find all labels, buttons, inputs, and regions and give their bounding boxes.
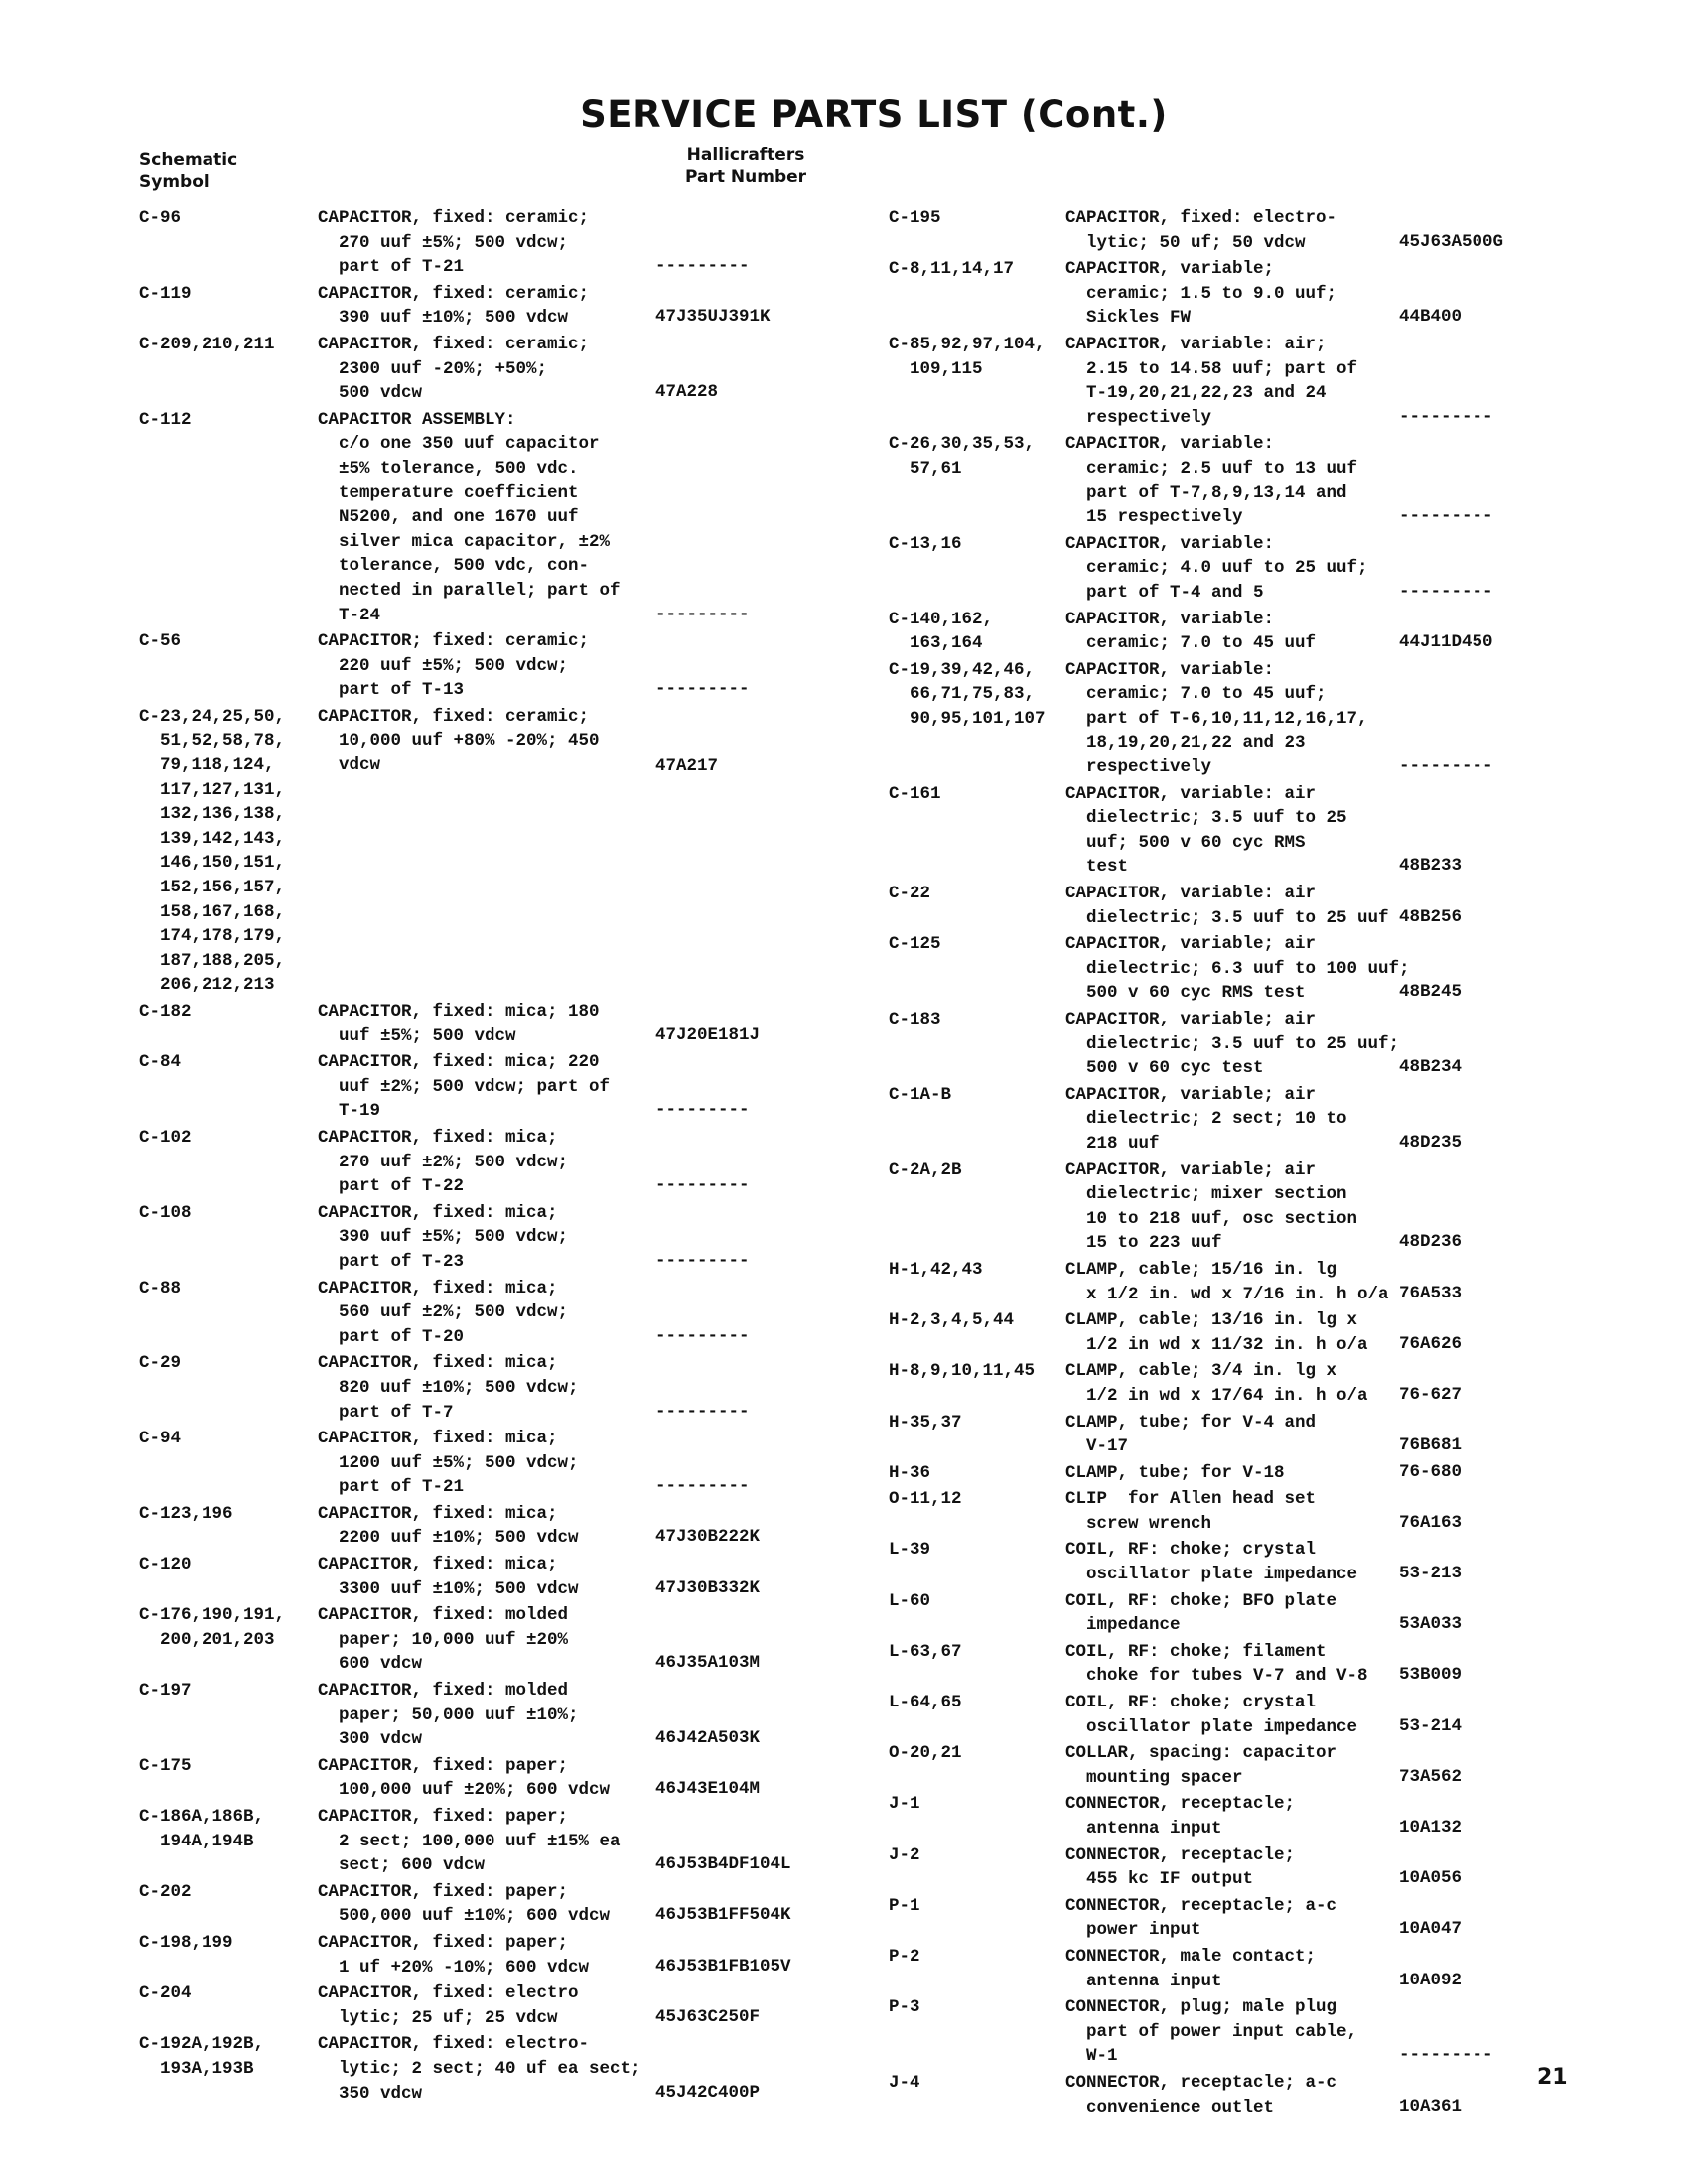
part-description: CAPACITOR, fixed: molded paper; 10,000 uuf ±20% 600 vdcw: [318, 1605, 569, 1675]
parts-list-entry: [889, 1081, 1530, 1157]
part-description: CAPACITOR, fixed: ceramic; 390 uuf ±10%; 500 vdcw: [318, 283, 590, 329]
part-description: CLAMP, tube; for V-18: [1065, 1462, 1285, 1483]
parts-list-entry: [139, 1500, 824, 1551]
parts-list-entry: [139, 280, 824, 331]
schematic-symbol: C-198,199: [139, 1932, 233, 1953]
part-number: 45J63C250F: [655, 2006, 761, 2027]
parts-list-entry: [889, 1943, 1530, 1993]
schematic-symbol: C-202: [139, 1881, 192, 1902]
part-number: ---------: [655, 1175, 750, 1196]
parts-list-entry: [889, 1689, 1530, 1739]
schematic-symbol: C-186A,186B, 194A,194B: [139, 1807, 265, 1851]
part-number: ---------: [1399, 506, 1493, 527]
schematic-symbol: C-192A,192B, 193A,193B: [139, 2034, 265, 2079]
parts-list-entry: [889, 1892, 1530, 1943]
part-number: 48D235: [1399, 1132, 1463, 1153]
part-description: CAPACITOR, variable; air dielectric; 3.5 uuf to 25 uuf; 500 v 60 cyc test: [1065, 1010, 1400, 1079]
parts-list-entry: [889, 255, 1530, 331]
schematic-symbol: C-176,190,191, 200,201,203: [139, 1605, 286, 1650]
parts-list-entry: [889, 1536, 1530, 1586]
part-number: 10A092: [1399, 1970, 1463, 1990]
schematic-symbol: L-64,65: [889, 1693, 962, 1713]
part-description: CAPACITOR, fixed: paper; 100,000 uuf ±20%; 600 vdcw: [318, 1755, 611, 1801]
part-number: 76-627: [1399, 1384, 1463, 1405]
schematic-symbol: P-2: [889, 1946, 920, 1967]
schematic-symbol: C-2A,2B: [889, 1160, 962, 1180]
part-number: 76B681: [1399, 1435, 1463, 1456]
part-description: CONNECTOR, plug; male plug part of power input cable, W-1: [1065, 1997, 1358, 2067]
parts-list-entry: [889, 430, 1530, 529]
part-number: 46J42A503K: [655, 1728, 761, 1749]
part-description: CAPACITOR, fixed: paper; 1 uf +20% -10%; 600 vdcw: [318, 1932, 590, 1978]
part-description: CAPACITOR, fixed: mica; 1200 uuf ±5%; 500 vdcw; part of T-21: [318, 1429, 579, 1498]
schematic-symbol: C-23,24,25,50, 51,52,58,78, 79,118,124, 117,127,131, 132,136,138, 139,142,143, 146,150,151, 152,156,157, 158,167,168, 174,178,179, 187,188,205, 206,212,213: [139, 706, 286, 996]
part-description: CAPACITOR, variable: ceramic; 4.0 uuf to 25 uuf; part of T-4 and 5: [1065, 533, 1368, 603]
part-description: CAPACITOR, fixed: mica; 390 uuf ±5%; 500 vdcw; part of T-23: [318, 1202, 569, 1272]
part-number: 48B234: [1399, 1057, 1463, 1078]
part-description: CONNECTOR, receptacle; a-c power input: [1065, 1895, 1337, 1941]
part-number: 48B233: [1399, 856, 1463, 877]
part-number: ---------: [1399, 581, 1493, 602]
schematic-symbol: C-161: [889, 783, 941, 804]
part-description: CAPACITOR ASSEMBLY: c/o one 350 uuf capacitor ±5% tolerance, 500 vdc. temperature coefficient N5200, and one 1670 uuf silver mica capacitor, ±2% tolerance, 500 vdc, con- nected in parallel; part of T-24: [318, 409, 621, 625]
schematic-symbol: H-2,3,4,5,44: [889, 1310, 1015, 1331]
parts-list-entry: [139, 1979, 824, 2030]
part-description: CAPACITOR, variable; air dielectric; mixer section 10 to 218 uuf, osc section 15 to 223 uuf: [1065, 1160, 1358, 1254]
schematic-symbol: C-125: [889, 934, 941, 955]
schematic-symbol: J-4: [889, 2072, 920, 2093]
right-parts-column: [889, 205, 1530, 2119]
part-number-header: Hallicrafters Part Number: [685, 145, 807, 187]
part-number: ---------: [655, 679, 750, 700]
schematic-symbol: L-60: [889, 1590, 931, 1611]
part-description: CAPACITOR, variable; air dielectric; 2 sect; 10 to 218 uuf: [1065, 1084, 1347, 1154]
schematic-symbol: C-140,162, 163,164: [889, 609, 994, 654]
parts-list-entry: [889, 205, 1530, 255]
part-description: CAPACITOR, variable: ceramic; 2.5 uuf to 13 uuf part of T-7,8,9,13,14 and 15 respectively: [1065, 434, 1358, 528]
schematic-symbol: H-35,37: [889, 1412, 962, 1433]
part-number: 53A033: [1399, 1614, 1463, 1635]
parts-list-entry: [139, 998, 824, 1048]
schematic-symbol: C-94: [139, 1429, 182, 1449]
part-number: 76A626: [1399, 1333, 1463, 1354]
schematic-symbol: C-183: [889, 1010, 941, 1029]
parts-list-entry: [889, 530, 1530, 606]
schematic-symbol: C-209,210,211: [139, 334, 275, 354]
parts-list-entry: [139, 627, 824, 703]
schematic-symbol: C-26,30,35,53, 57,61: [889, 434, 1036, 478]
part-description: CAPACITOR, variable; ceramic; 1.5 to 9.0 uuf; Sickles FW: [1065, 259, 1337, 329]
part-number: 47J35UJ391K: [655, 307, 771, 328]
part-number: 10A047: [1399, 1919, 1463, 1940]
parts-list-entry: [889, 880, 1530, 930]
parts-list-entry: [139, 331, 824, 406]
part-number: ---------: [655, 1401, 750, 1422]
schematic-symbol: C-108: [139, 1202, 192, 1223]
part-number: ---------: [1399, 756, 1493, 777]
part-description: CONNECTOR, receptacle; a-c convenience outlet: [1065, 2072, 1337, 2117]
part-description: CAPACITOR, fixed: mica; 180 uuf ±5%; 500 vdcw: [318, 1002, 600, 1046]
schematic-symbol: H-8,9,10,11,45: [889, 1361, 1036, 1382]
part-description: CAPACITOR, variable: air dielectric; 3.5 uuf to 25 uuf; 500 v 60 cyc RMS test: [1065, 783, 1347, 878]
schematic-symbol: P-1: [889, 1895, 920, 1916]
part-description: CAPACITOR, fixed: electro lytic; 25 uf; 25 vdcw: [318, 1983, 579, 2028]
part-description: CLAMP, cable; 13/16 in. lg x 1/2 in wd x 11/32 in. h o/a: [1065, 1310, 1368, 1355]
part-number: 53-213: [1399, 1564, 1463, 1584]
schematic-symbol: C-56: [139, 631, 182, 652]
parts-list-entry: [139, 1048, 824, 1124]
part-description: CAPACITOR, fixed: mica; 560 uuf ±2%; 500 vdcw; part of T-20: [318, 1278, 569, 1347]
parts-list-entry: [889, 1459, 1530, 1486]
parts-list-entry: [889, 2069, 1530, 2119]
part-number: 45J63A500G: [1399, 231, 1504, 252]
schematic-symbol: C-182: [139, 1002, 192, 1022]
schematic-symbol: C-119: [139, 283, 192, 304]
parts-list-entry: [889, 1842, 1530, 1892]
parts-list-entry: [139, 1124, 824, 1199]
parts-list-entry: [139, 406, 824, 627]
schematic-symbol: C-85,92,97,104, 109,115: [889, 334, 1046, 379]
part-number: ---------: [655, 1476, 750, 1497]
parts-list-entry: [139, 1677, 824, 1752]
parts-list-entry: [889, 1739, 1530, 1790]
schematic-symbol: C-175: [139, 1755, 192, 1776]
part-number: ---------: [655, 1100, 750, 1121]
part-number: 10A132: [1399, 1818, 1463, 1838]
schematic-symbol: J-1: [889, 1794, 920, 1815]
parts-list-entry: [889, 1357, 1530, 1408]
parts-list-entry: [889, 1409, 1530, 1459]
part-number: 46J35A103M: [655, 1653, 761, 1674]
parts-list-entry: [889, 1790, 1530, 1841]
schematic-symbol: C-22: [889, 884, 931, 904]
part-description: CAPACITOR; fixed: ceramic; 220 uuf ±5%; 500 vdcw; part of T-13: [318, 631, 590, 701]
schematic-symbol: C-84: [139, 1052, 182, 1073]
part-number: 10A361: [1399, 2096, 1463, 2116]
part-description: CAPACITOR, fixed: mica; 270 uuf ±2%; 500 vdcw; part of T-22: [318, 1127, 569, 1197]
part-description: CONNECTOR, receptacle; antenna input: [1065, 1794, 1296, 1839]
part-description: CAPACITOR, variable: ceramic; 7.0 to 45 uuf; part of T-6,10,11,12,16,17, 18,19,20,21,22 and 23 respectively: [1065, 659, 1368, 778]
part-number: 45J42C400P: [655, 2082, 761, 2103]
parts-list-entry: [139, 1551, 824, 1601]
parts-list-entry: [889, 1993, 1530, 2069]
left-parts-column: [139, 205, 824, 2106]
schematic-symbol: C-8,11,14,17: [889, 259, 1015, 280]
part-number: 76-680: [1399, 1461, 1463, 1482]
part-number: ---------: [1399, 2045, 1493, 2066]
schematic-symbol: H-36: [889, 1462, 931, 1483]
schematic-symbol: C-13,16: [889, 533, 962, 554]
parts-list-entry: [139, 1803, 824, 1878]
schematic-symbol: C-120: [139, 1555, 192, 1575]
part-description: CAPACITOR, fixed: ceramic; 270 uuf ±5%; 500 vdcw; part of T-21: [318, 208, 590, 278]
part-number: 10A056: [1399, 1868, 1463, 1889]
schematic-symbol: C-197: [139, 1681, 192, 1702]
part-number: 44J11D450: [1399, 632, 1493, 653]
part-number: 53B009: [1399, 1665, 1463, 1686]
parts-list-entry: [139, 1349, 824, 1425]
parts-list-entry: [889, 1157, 1530, 1256]
part-number: 46J53B4DF104L: [655, 1854, 791, 1875]
part-number: ---------: [655, 1250, 750, 1271]
part-number: 48D236: [1399, 1232, 1463, 1253]
part-description: CLAMP, cable; 15/16 in. lg x 1/2 in. wd x 7/16 in. h o/a: [1065, 1259, 1389, 1304]
part-number: ---------: [655, 256, 750, 277]
part-number: ---------: [1399, 406, 1493, 427]
part-number: ---------: [655, 604, 750, 624]
parts-list-entry: [139, 1199, 824, 1275]
parts-list-entry: [139, 1425, 824, 1500]
part-number: 76A533: [1399, 1283, 1463, 1303]
part-description: COIL, RF: choke; filament choke for tubes V-7 and V-8: [1065, 1641, 1368, 1687]
parts-list-entry: [139, 1275, 824, 1350]
page-number: 21: [1537, 2065, 1568, 2090]
parts-list-entry: [139, 1878, 824, 1929]
parts-list-entry: [889, 1006, 1530, 1081]
part-description: CAPACITOR, fixed: mica; 3300 uuf ±10%; 500 vdcw: [318, 1555, 579, 1599]
part-description: CLAMP, cable; 3/4 in. lg x 1/2 in wd x 17/64 in. h o/a: [1065, 1361, 1368, 1406]
parts-list-entry: [889, 656, 1530, 780]
part-number: 47J30B222K: [655, 1527, 761, 1548]
parts-list-entry: [889, 331, 1530, 430]
part-description: CONNECTOR, male contact; antenna input: [1065, 1946, 1317, 1991]
schematic-symbol: C-102: [139, 1127, 192, 1148]
parts-list-entry: [139, 703, 824, 998]
part-description: CAPACITOR, variable; air dielectric; 6.3 uuf to 100 uuf; 500 v 60 cyc RMS test: [1065, 934, 1410, 1004]
part-number: 48B256: [1399, 906, 1463, 927]
parts-list-entry: [889, 1587, 1530, 1638]
part-description: COLLAR, spacing: capacitor mounting spacer: [1065, 1743, 1337, 1788]
parts-list-entry: [139, 1929, 824, 1979]
part-description: CAPACITOR, variable: air dielectric; 3.5 uuf to 25 uuf: [1065, 884, 1389, 928]
part-description: CAPACITOR, fixed: molded paper; 50,000 uuf ±10%; 300 vdcw: [318, 1681, 579, 1750]
parts-list-entry: [889, 1256, 1530, 1306]
part-description: CAPACITOR, fixed: mica; 220 uuf ±2%; 500 vdcw; part of T-19: [318, 1052, 611, 1122]
schematic-symbol: L-63,67: [889, 1641, 962, 1662]
schematic-symbol: C-29: [139, 1353, 182, 1374]
part-number: 44B400: [1399, 307, 1463, 328]
part-description: CAPACITOR, fixed: paper; 2 sect; 100,000 uuf ±15% ea sect; 600 vdcw: [318, 1807, 621, 1876]
schematic-symbol: P-3: [889, 1997, 920, 2018]
schematic-symbol: J-2: [889, 1844, 920, 1865]
schematic-symbol: C-88: [139, 1278, 182, 1298]
schematic-symbol: H-1,42,43: [889, 1259, 983, 1280]
part-number: 46J53B1FB105V: [655, 1956, 791, 1977]
parts-list-entry: [889, 1485, 1530, 1536]
part-description: CAPACITOR, fixed: paper; 500,000 uuf ±10%; 600 vdcw: [318, 1881, 611, 1927]
parts-list-entry: [889, 606, 1530, 656]
part-number: 76A163: [1399, 1512, 1463, 1533]
schematic-symbol: C-96: [139, 208, 182, 228]
schematic-symbol: C-123,196: [139, 1503, 233, 1524]
schematic-symbol: L-39: [889, 1540, 931, 1561]
part-description: CAPACITOR, fixed: ceramic; 2300 uuf -20%; +50%; 500 vdcw: [318, 334, 590, 404]
part-description: CLIP for Allen head set screw wrench: [1065, 1489, 1317, 1534]
parts-list-entry: [139, 1601, 824, 1677]
part-number: 47J30B332K: [655, 1577, 761, 1598]
part-description: COIL, RF: choke; crystal oscillator plate impedance: [1065, 1540, 1358, 1585]
part-description: COIL, RF: choke; BFO plate impedance: [1065, 1590, 1337, 1636]
schematic-symbol: C-195: [889, 208, 941, 228]
part-number: 53-214: [1399, 1715, 1463, 1736]
part-description: COIL, RF: choke; crystal oscillator plate impedance: [1065, 1693, 1358, 1737]
part-number: 47J20E181J: [655, 1024, 761, 1045]
part-description: CAPACITOR, variable: ceramic; 7.0 to 45 uuf: [1065, 609, 1317, 654]
schematic-symbol: C-112: [139, 409, 192, 430]
parts-list-entry: [139, 205, 824, 280]
parts-list-entry: [139, 1752, 824, 1803]
part-description: CAPACITOR, fixed: mica; 2200 uuf ±10%; 500 vdcw: [318, 1503, 579, 1549]
schematic-symbol: O-11,12: [889, 1489, 962, 1510]
parts-list-entry: [889, 930, 1530, 1006]
schematic-symbol: C-1A-B: [889, 1084, 952, 1105]
part-number: ---------: [655, 1325, 750, 1346]
parts-list-entry: [139, 2030, 824, 2106]
part-number: 48B245: [1399, 982, 1463, 1003]
part-description: CAPACITOR, fixed: electro- lytic; 50 uf; 50 vdcw: [1065, 208, 1337, 253]
part-number: 46J53B1FF504K: [655, 1905, 791, 1926]
part-description: CAPACITOR, fixed: mica; 820 uuf ±10%; 500 vdcw; part of T-7: [318, 1353, 579, 1423]
schematic-symbol: C-204: [139, 1983, 192, 2004]
part-number: 47A228: [655, 382, 719, 403]
part-description: CONNECTOR, receptacle; 455 kc IF output: [1065, 1844, 1296, 1890]
part-number: 73A562: [1399, 1766, 1463, 1787]
page-title: SERVICE PARTS LIST (Cont.): [580, 93, 1168, 136]
schematic-symbol-header: Schematic Symbol: [139, 150, 238, 192]
part-description: CLAMP, tube; for V-4 and V-17: [1065, 1412, 1317, 1457]
schematic-symbol: O-20,21: [889, 1743, 962, 1764]
part-number: 46J43E104M: [655, 1779, 761, 1800]
parts-list-entry: [889, 780, 1530, 880]
part-description: CAPACITOR, fixed: ceramic; 10,000 uuf +80% -20%; 450 vdcw: [318, 706, 600, 776]
part-description: CAPACITOR, fixed: electro- lytic; 2 sect; 40 uf ea sect; 350 vdcw: [318, 2034, 641, 2104]
parts-list-entry: [889, 1638, 1530, 1689]
schematic-symbol: C-19,39,42,46, 66,71,75,83, 90,95,101,107: [889, 659, 1046, 729]
part-number: 47A217: [655, 755, 719, 776]
parts-list-entry: [889, 1306, 1530, 1357]
part-description: CAPACITOR, variable: air; 2.15 to 14.58 uuf; part of T-19,20,21,22,23 and 24 respectively: [1065, 334, 1358, 428]
